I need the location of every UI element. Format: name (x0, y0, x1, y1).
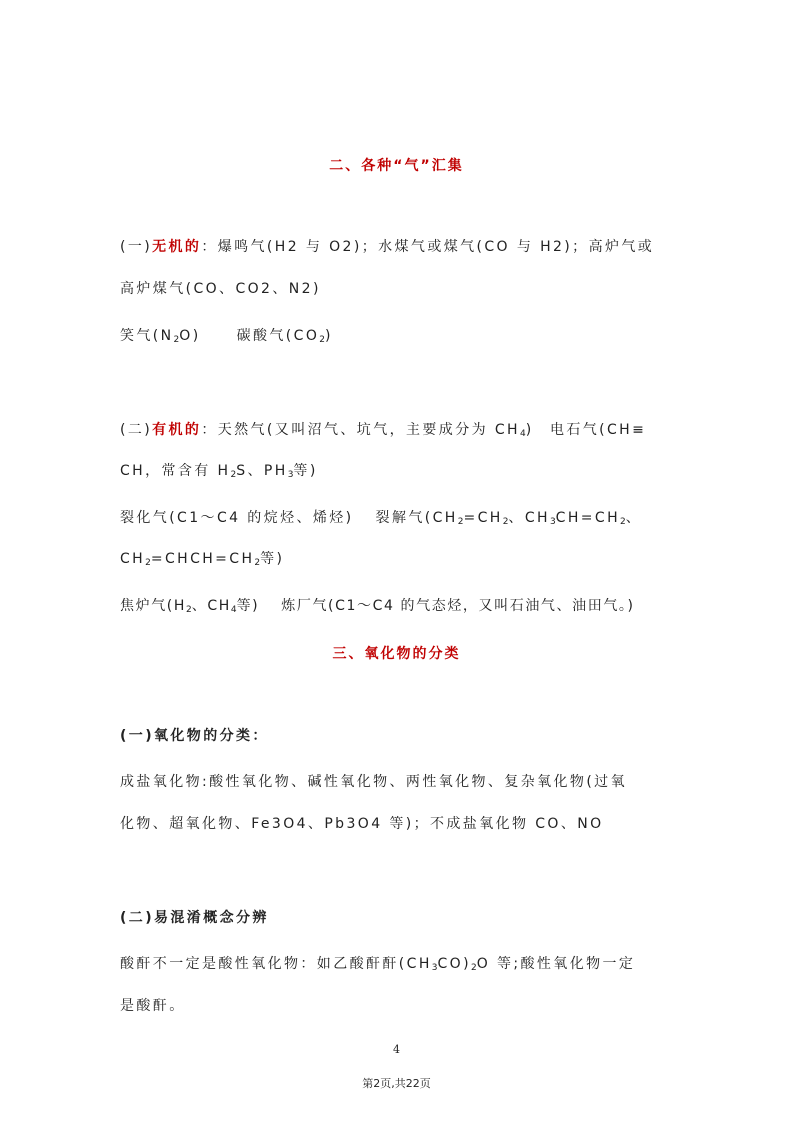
carbonic-gas: 碳酸气$(CO_2)$ (236, 328, 333, 345)
oxide-classification-line-1: 成盐氧化物:酸性氧化物、碱性氧化物、两性氧化物、复杂氧化物(过氧 (120, 774, 627, 790)
inorganic-text-1: ：爆鸣气(H2 与 O2)；水煤气或煤气(CO 与 H2)；高炉气或 (201, 239, 655, 255)
section-heading-gases: 二、各种“气”汇集 (329, 158, 464, 174)
oxide-classification-line-2: 化物、超氧化物、Fe3O4、Pb3O4 等)；不成盐氧化物 CO、NO (120, 816, 604, 832)
organic-line-3: 裂化气(C1～C4 的烷烃、烯烃) 裂解气($CH_2=CH_2$、$CH_3CH=CH_2$、 (120, 510, 643, 527)
organic-line-5: 焦炉气($H_2$、$CH_4$等) 炼厂气(C1～C4 的气态烃，又叫石油气、油田气。) (120, 598, 635, 615)
organic-term: 有机的 (152, 422, 202, 438)
inorganic-line-3 (120, 326, 673, 346)
inorganic-term: 无机的 (152, 239, 202, 255)
page-number: 4 (393, 1043, 400, 1056)
organic-line-1: (二)有机的：天然气(又叫沼气、坑气，主要成分为 $CH_4$) 电石气(CH≡ (120, 422, 647, 439)
confusing-concepts-line-2: 是酸酐。 (120, 998, 186, 1014)
organic-line-2: CH，常含有 $H_2S$、$PH_3$等) (120, 463, 318, 480)
confusing-concepts-heading: (二)易混淆概念分辨 (120, 910, 269, 926)
confusing-concepts-line-1: 酸酐不一定是酸性氧化物：如乙酸酐酐$(CH_3CO)_2O$ 等;酸性氧化物一定 (120, 956, 636, 973)
inorganic-label: (一) (120, 239, 153, 255)
organic-line-4: $CH_2=CHCH=CH_2$等) (120, 551, 285, 568)
section-heading-oxides: 三、氧化物的分类 (332, 646, 461, 662)
laughing-gas: 笑气$(N_2O)$ (120, 328, 201, 345)
page-footer: 第2页,共22页 (362, 1077, 431, 1090)
oxide-classification-heading: (一)氧化物的分类： (120, 728, 269, 744)
inorganic-line-2: 高炉煤气(CO、CO2、N2) (120, 281, 321, 297)
inorganic-line-1 (120, 237, 673, 257)
